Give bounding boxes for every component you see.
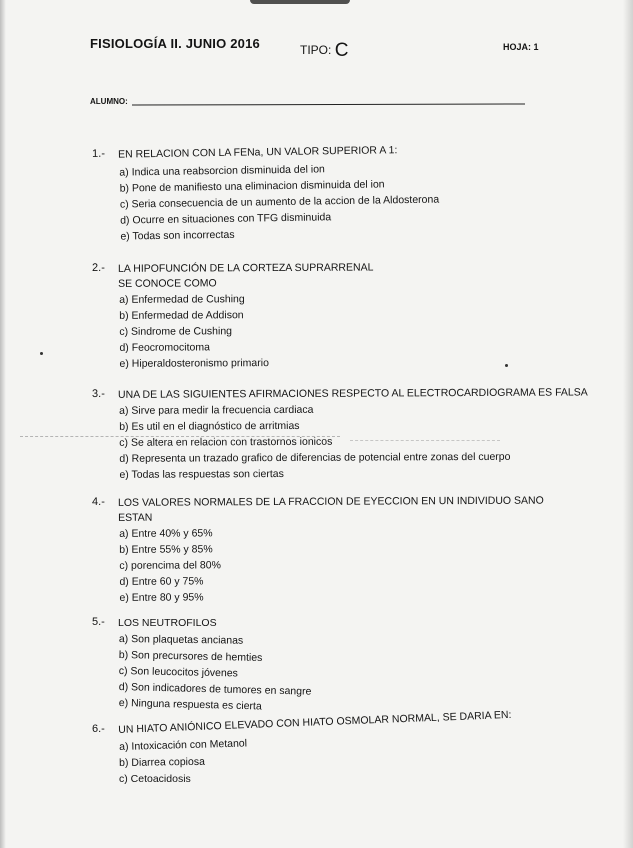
question-stem (118, 494, 544, 526)
question-stem-line: LOS NEUTROFILOS (118, 617, 217, 629)
scan-dot (40, 352, 43, 355)
option-list (119, 401, 511, 483)
question-stem-line: UNA DE LAS SIGUIENTES AFIRMACIONES RESPECTO AL ELECTROCARDIOGRAMA ES FALSA (118, 386, 588, 401)
student-label: ALUMNO: (90, 97, 128, 106)
option-a[interactable]: a) Indica una reabsorcion disminuida del ion (119, 163, 325, 179)
option-list (119, 525, 221, 606)
option-c[interactable]: c) Son leucocitos jóvenes (118, 664, 239, 680)
option-e[interactable]: e) Hiperaldosteronismo primario (119, 357, 269, 370)
question-1 (92, 140, 572, 243)
question-number: 1.- (92, 147, 106, 160)
option-d[interactable]: d) Feocromocitoma (119, 341, 210, 354)
question-2 (92, 259, 572, 370)
question-stem (118, 385, 588, 402)
option-b[interactable]: b) Son precursores de hemties (118, 648, 263, 665)
option-list (119, 631, 312, 711)
option-c[interactable]: c) Cetoacidosis (119, 773, 191, 785)
question-stem-line: LA HIPOFUNCIÓN DE LA CORTEZA SUPRARRENAL (118, 261, 374, 275)
option-list (119, 739, 247, 787)
option-d[interactable]: d) Ocurre en situaciones con TFG disminuida (120, 211, 332, 227)
exam-date: JUNIO 2016 (185, 36, 260, 51)
question-stem-line: LOS VALORES NORMALES DE LA FRACCION DE EYECCION EN UN INDIVIDUO SANO (118, 494, 544, 509)
option-d[interactable]: d) Representa un trazado grafico de diferencias de potencial entre zonas del cuerpo (119, 450, 511, 465)
question-stem (118, 616, 217, 631)
question-stem-line: UN HIATO ANIÓNICO ELEVADO CON HIATO OSMOLAR NORMAL, SE DARIA EN: (118, 708, 512, 736)
option-list (119, 160, 440, 245)
exam-type-label: TIPO: (300, 43, 332, 57)
option-e[interactable]: e) Entre 80 y 95% (119, 591, 204, 604)
scan-shadow (250, 0, 350, 4)
question-number: 3.- (92, 387, 105, 400)
option-c[interactable]: c) Sindrome de Cushing (119, 325, 233, 338)
option-e[interactable]: e) Todas son incorrectas (120, 228, 235, 243)
question-4 (92, 493, 572, 604)
option-b[interactable]: b) Entre 55% y 85% (119, 543, 213, 556)
question-stem-line: EN RELACION CON LA FENa, UN VALOR SUPERIOR A 1: (118, 144, 398, 161)
option-c[interactable]: c) Se altera en relacion con trastornos ionicos (119, 435, 333, 449)
option-c[interactable]: c) Seria consecuencia de un aumento de la accion de la Aldosterona (119, 193, 440, 211)
option-list (119, 291, 269, 372)
student-name-line[interactable] (132, 103, 525, 105)
option-e[interactable]: e) Todas las respuestas son ciertas (119, 467, 284, 481)
question-stem (118, 143, 398, 162)
scan-dot (505, 364, 508, 367)
question-3 (92, 385, 588, 481)
option-b[interactable]: b) Pone de manifiesto una eliminacion disminuida del ion (119, 178, 385, 195)
question-stem-line: ESTAN (118, 511, 153, 524)
option-d[interactable]: d) Son indicadores de tumores en sangre (118, 680, 312, 698)
exam-title-main: FISIOLOGÍA II. (90, 36, 182, 51)
option-a[interactable]: a) Entre 40% y 65% (119, 527, 213, 540)
exam-type (300, 38, 348, 60)
option-b[interactable]: b) Es util en el diagnóstico de arritmias (119, 419, 300, 433)
question-number: 4.- (92, 495, 105, 508)
exam-type-value: C (334, 40, 349, 61)
sheet-number: HOJA: 1 (503, 42, 539, 52)
question-stem-line: SE CONOCE COMO (118, 277, 217, 290)
option-a[interactable]: a) Sirve para medir la frecuencia cardiaca (119, 403, 314, 417)
scan-right-edge (623, 0, 633, 848)
option-e[interactable]: e) Ninguna respuesta es cierta (118, 696, 262, 713)
option-a[interactable]: a) Intoxicación con Metanol (119, 737, 248, 753)
option-b[interactable]: b) Diarrea copiosa (119, 755, 205, 769)
option-b[interactable]: b) Enfermedad de Addison (119, 309, 244, 322)
question-number: 5.- (92, 616, 105, 628)
option-c[interactable]: c) porencima del 80% (119, 559, 221, 572)
option-a[interactable]: a) Son plaquetas ancianas (118, 632, 244, 647)
option-d[interactable]: d) Entre 60 y 75% (119, 575, 204, 588)
question-number: 6.- (92, 723, 105, 735)
scan-left-edge (0, 0, 6, 848)
question-stem (118, 261, 374, 292)
exam-title (90, 36, 260, 51)
option-a[interactable]: a) Enfermedad de Cushing (119, 293, 245, 306)
question-number: 2.- (92, 261, 105, 274)
